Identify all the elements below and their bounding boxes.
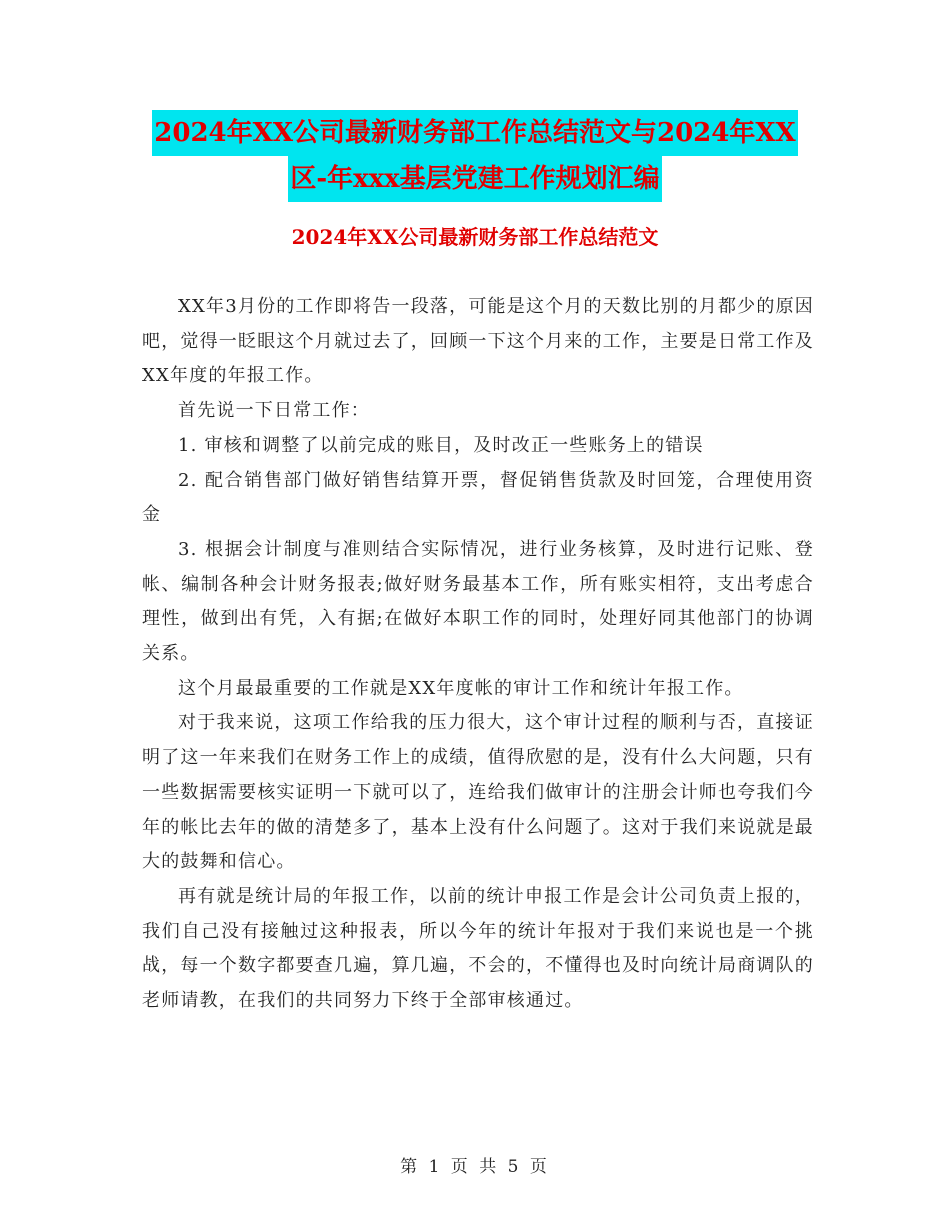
document-body	[142, 290, 814, 1019]
document-title	[0, 110, 950, 202]
paragraph: XX年3月份的工作即将告一段落，可能是这个月的天数比别的月都少的原因吧，觉得一眨眼这个月就过去了，回顾一下这个月来的工作，主要是日常工作及XX年度的年报工作。	[142, 296, 814, 387]
paragraph: 2. 配合销售部门做好销售结算开票，督促销售货款及时回笼，合理使用资金	[142, 469, 814, 526]
paragraph: 这个月最最重要的工作就是XX年度帐的审计工作和统计年报工作。	[178, 677, 744, 699]
section-heading: 2024年XX公司最新财务部工作总结范文	[291, 225, 659, 249]
paragraph: 3. 根据会计制度与准则结合实际情况，进行业务核算，及时进行记账、登帐、编制各种会计财务报表;做好财务最基本工作，所有账实相符，支出考虑合理性，做到出有凭，入有据;在做好本职工作的同时，处理好同其他部门的协调关系。	[142, 538, 814, 665]
paragraph: 1. 审核和调整了以前完成的账目，及时改正一些账务上的错误	[178, 434, 704, 456]
paragraph: 对于我来说，这项工作给我的压力很大，这个审计过程的顺利与否，直接证明了这一年来我们在财务工作上的成绩，值得欣慰的是，没有什么大问题，只有一些数据需要核实证明一下就可以了，连给我们做审计的注册会计师也夸我们今年的帐比去年的做的清楚多了，基本上没有什么问题了。这对于我们来说就是最大的鼓舞和信心。	[142, 712, 814, 873]
title-line-2: 区-年xxx基层党建工作规划汇编	[288, 156, 661, 202]
paragraph: 首先说一下日常工作：	[178, 400, 370, 422]
title-line-1: 2024年XX公司最新财务部工作总结范文与2024年XX	[152, 110, 797, 156]
paragraph: 再有就是统计局的年报工作，以前的统计申报工作是会计公司负责上报的，我们自己没有接触过这种报表，所以今年的统计年报对于我们来说也是一个挑战，每一个数字都要查几遍，算几遍，不会的，不懂得也及时向统计局商调队的老师请教，在我们的共同努力下终于全部审核通过。	[142, 885, 814, 1012]
page-footer: 第 1 页 共 5 页	[400, 1157, 550, 1177]
